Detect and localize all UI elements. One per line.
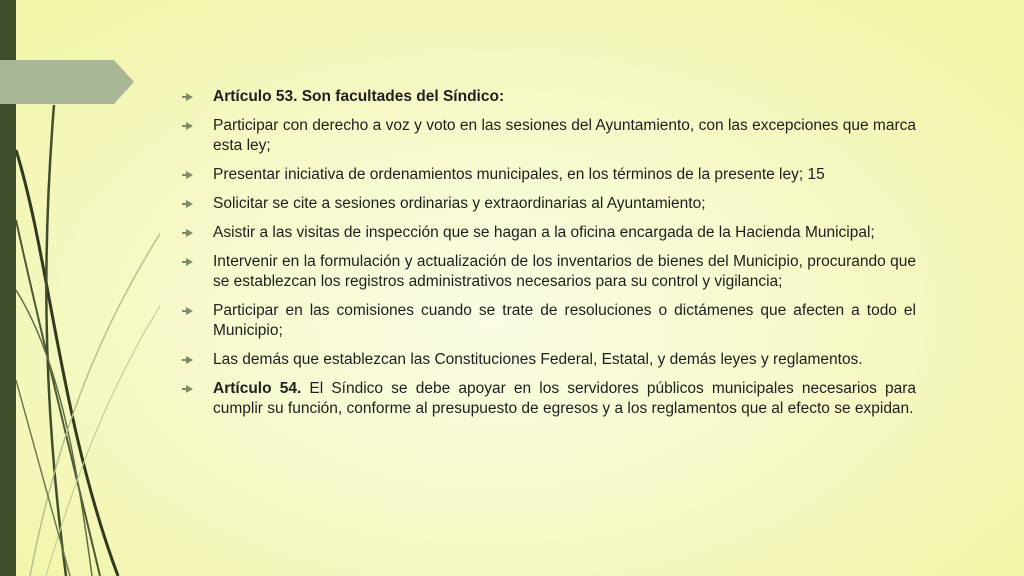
item-bold-text: Artículo 54. — [213, 380, 302, 397]
bullet-arrow-icon — [186, 307, 193, 315]
bullet-list — [186, 87, 916, 428]
bullet-item — [186, 116, 916, 156]
item-text: Las demás que establezcan las Constituciones Federal, Estatal, y demás leyes y reglamentos. — [213, 351, 863, 368]
bullet-item — [186, 350, 916, 370]
bullet-arrow-icon — [186, 385, 193, 393]
title-tab-arrow-icon — [0, 60, 136, 104]
bullet-item — [186, 379, 916, 419]
item-text: Solicitar se cite a sesiones ordinarias y extraordinarias al Ayuntamiento; — [213, 195, 706, 212]
bullet-item — [186, 252, 916, 292]
item-text: Intervenir en la formulación y actualización de los inventarios de bienes del Municipio, procurando que se establezcan los registros administrativos necesarios para su control y vigilancia; — [213, 253, 916, 290]
item-text: El Síndico se debe apoyar en los servidores públicos municipales necesarios para cumplir su función, conforme al presupuesto de egresos y a los reglamentos que al efecto se expidan. — [213, 380, 916, 417]
bullet-arrow-icon — [186, 122, 193, 130]
item-text: Participar en las comisiones cuando se trate de resoluciones o dictámenes que afecten a todo el Municipio; — [213, 302, 916, 339]
bullet-item — [186, 223, 916, 243]
item-text: Participar con derecho a voz y voto en las sesiones del Ayuntamiento, con las excepciones que marca esta ley; — [213, 117, 916, 154]
bullet-item — [186, 87, 916, 107]
bullet-arrow-icon — [186, 229, 193, 237]
bullet-arrow-icon — [186, 258, 193, 266]
bullet-item — [186, 165, 916, 185]
bullet-arrow-icon — [186, 171, 193, 179]
bullet-item — [186, 194, 916, 214]
bullet-item — [186, 301, 916, 341]
bullet-arrow-icon — [186, 93, 193, 101]
item-text: Asistir a las visitas de inspección que se hagan a la oficina encargada de la Hacienda Municipal; — [213, 224, 875, 241]
item-bold-text: Artículo 53. Son facultades del Síndico: — [213, 88, 505, 105]
item-text: Presentar iniciativa de ordenamientos municipales, en los términos de la presente ley; 15 — [213, 166, 825, 183]
bullet-arrow-icon — [186, 200, 193, 208]
bullet-arrow-icon — [186, 356, 193, 364]
